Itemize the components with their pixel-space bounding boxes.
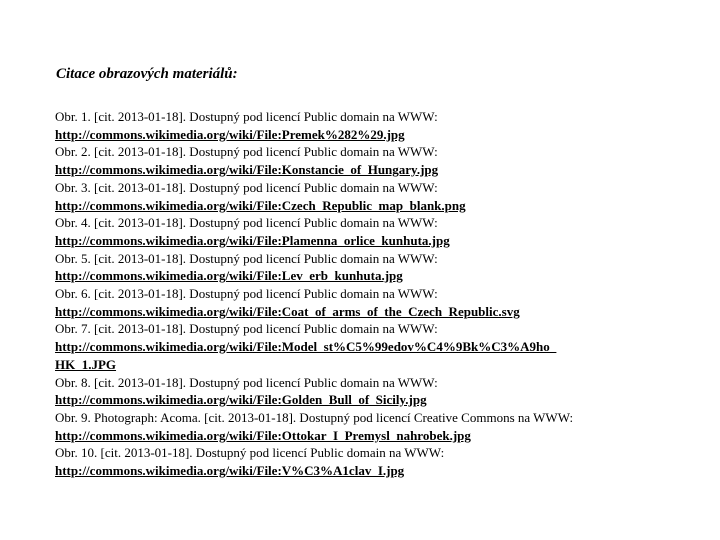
citation-link[interactable]: http://commons.wikimedia.org/wiki/File:Lev_erb_kunhuta.jpg xyxy=(55,268,403,284)
citation-entry-10 xyxy=(55,444,715,479)
citation-text: Obr. 8. [cit. 2013-01-18]. Dostupný pod licencí Public domain na WWW: xyxy=(55,374,438,390)
citation-entry-5 xyxy=(55,250,715,285)
citation-entry-4 xyxy=(55,214,715,249)
citation-link[interactable]: http://commons.wikimedia.org/wiki/File:Premek%282%29.jpg xyxy=(55,126,405,142)
citation-link[interactable]: http://commons.wikimedia.org/wiki/File:Coat_of_arms_of_the_Czech_Republic.svg xyxy=(55,303,520,319)
citation-link[interactable]: http://commons.wikimedia.org/wiki/File:Plamenna_orlice_kunhuta.jpg xyxy=(55,232,450,248)
page-title: Citace obrazových materiálů: xyxy=(56,66,238,82)
citation-text: Obr. 6. [cit. 2013-01-18]. Dostupný pod licencí Public domain na WWW: xyxy=(55,286,438,302)
citation-text: Obr. 10. [cit. 2013-01-18]. Dostupný pod licencí Public domain na WWW: xyxy=(55,445,445,461)
citation-text: Obr. 4. [cit. 2013-01-18]. Dostupný pod licencí Public domain na WWW: xyxy=(55,215,438,231)
citation-text: Obr. 7. [cit. 2013-01-18]. Dostupný pod licencí Public domain na WWW: xyxy=(55,321,438,337)
citation-link[interactable]: http://commons.wikimedia.org/wiki/File:V%C3%A1clav_I.jpg xyxy=(55,463,405,479)
citation-entry-7 xyxy=(55,320,715,373)
citation-entry-9 xyxy=(55,409,715,444)
citation-text: Obr. 2. [cit. 2013-01-18]. Dostupný pod licencí Public domain na WWW: xyxy=(55,144,438,160)
citation-link[interactable]: http://commons.wikimedia.org/wiki/File:Model_st%C5%99edov%C4%9Bk%C3%A9ho_HK_1.JPG xyxy=(55,339,557,372)
citation-entry-8 xyxy=(55,374,715,409)
citation-list xyxy=(55,108,715,480)
citation-entry-2 xyxy=(55,143,715,178)
citation-entry-1 xyxy=(55,108,715,143)
citation-text: Obr. 3. [cit. 2013-01-18]. Dostupný pod licencí Public domain na WWW: xyxy=(55,179,438,195)
citation-text: Obr. 9. Photograph: Acoma. [cit. 2013-01-18]. Dostupný pod licencí Creative Commons na WWW: xyxy=(55,409,574,425)
citation-link[interactable]: http://commons.wikimedia.org/wiki/File:Ottokar_I_Premysl_nahrobek.jpg xyxy=(55,427,471,443)
citation-text: Obr. 1. [cit. 2013-01-18]. Dostupný pod licencí Public domain na WWW: xyxy=(55,109,438,124)
citation-link[interactable]: http://commons.wikimedia.org/wiki/File:Golden_Bull_of_Sicily.jpg xyxy=(55,392,427,408)
citation-link[interactable]: http://commons.wikimedia.org/wiki/File:Czech_Republic_map_blank.png xyxy=(55,197,466,213)
citation-link[interactable]: http://commons.wikimedia.org/wiki/File:Konstancie_of_Hungary.jpg xyxy=(55,162,439,178)
citation-text: Obr. 5. [cit. 2013-01-18]. Dostupný pod licencí Public domain na WWW: xyxy=(55,250,438,266)
citation-entry-6 xyxy=(55,285,715,320)
citation-entry-3 xyxy=(55,179,715,214)
